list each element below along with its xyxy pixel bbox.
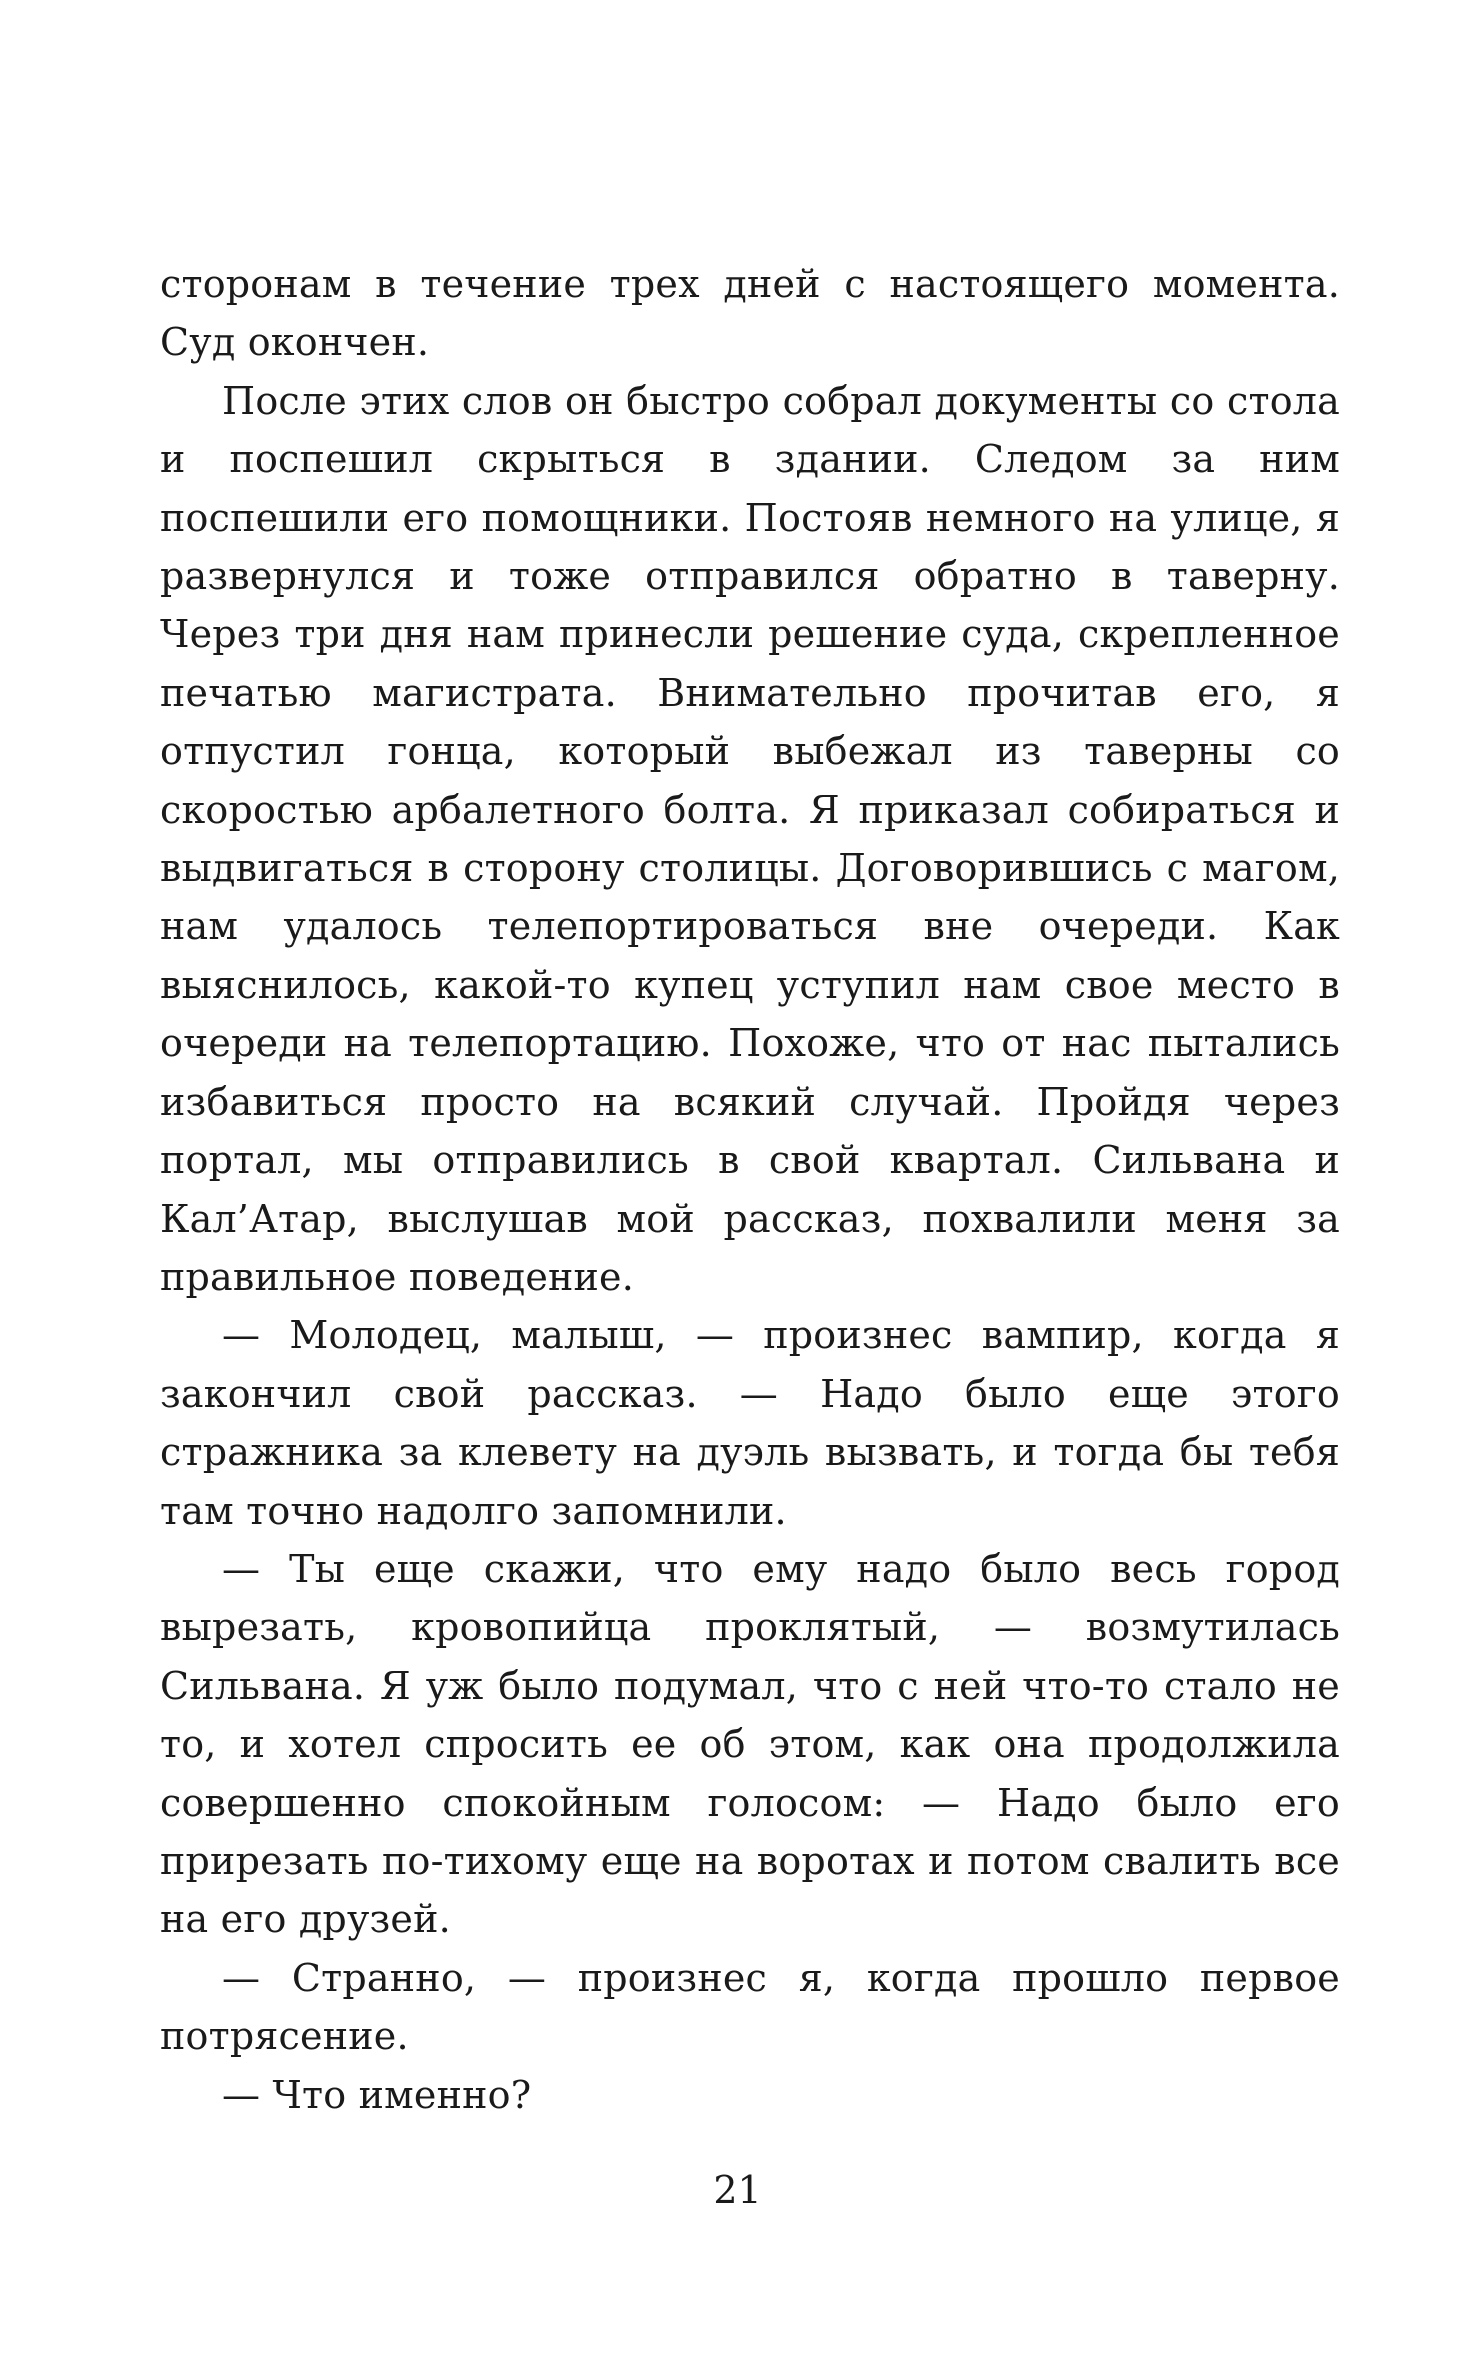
paragraph-1: сторонам в течение трех дней с настоящего момента. Суд окончен. bbox=[160, 262, 1340, 365]
paragraph-2: После этих слов он быстро собрал документы со стола и поспешил скрыться в здании. Следом за ним поспешили его помощники. Постояв немного на улице, я развернулся и тоже отправился обратно в таверну. Через три дня нам принесли решение суда, скрепленное печатью магистрата. Внимательно прочитав его, я отпустил гонца, который выбежал из таверны со скоростью арбалетного болта. Я приказал собираться и выдвигаться в сторону столицы. Договорившись с магом, нам удалось телепортироваться вне очереди. Как выяснилось, какой-то купец уступил нам свое место в очереди на телепортацию. Похоже, что от нас пытались избавиться просто на всякий случай. Пройдя через портал, мы отправились в свой квартал. Сильвана и Кал’Атар, выслушав мой рассказ, похвалили меня за правильное поведение. bbox=[160, 378, 1340, 1299]
paragraph-6: — Что именно? bbox=[222, 2072, 532, 2117]
page-number: 21 bbox=[713, 2168, 762, 2212]
paragraph-5: — Странно, — произнес я, когда прошло первое потрясение. bbox=[160, 1955, 1340, 2059]
paragraph-3: — Молодец, малыш, — произнес вампир, когда я закончил свой рассказ. — Надо было еще этого стражника за клевету на дуэль вызвать, и тогда бы тебя там точно надолго запомнили. bbox=[160, 1313, 1340, 1533]
paragraph-4: — Ты еще скажи, что ему надо было весь город вырезать, кровопийца проклятый, — возмутилась Сильвана. Я уж было подумал, что с ней что-то стало не то, и хотел спросить ее об этом, как она продолжила совершенно спокойным голосом: — Надо было его прирезать по-тихому еще на воротах и потом свалить все на его друзей. bbox=[160, 1546, 1340, 1942]
page-text bbox=[160, 255, 1340, 2124]
